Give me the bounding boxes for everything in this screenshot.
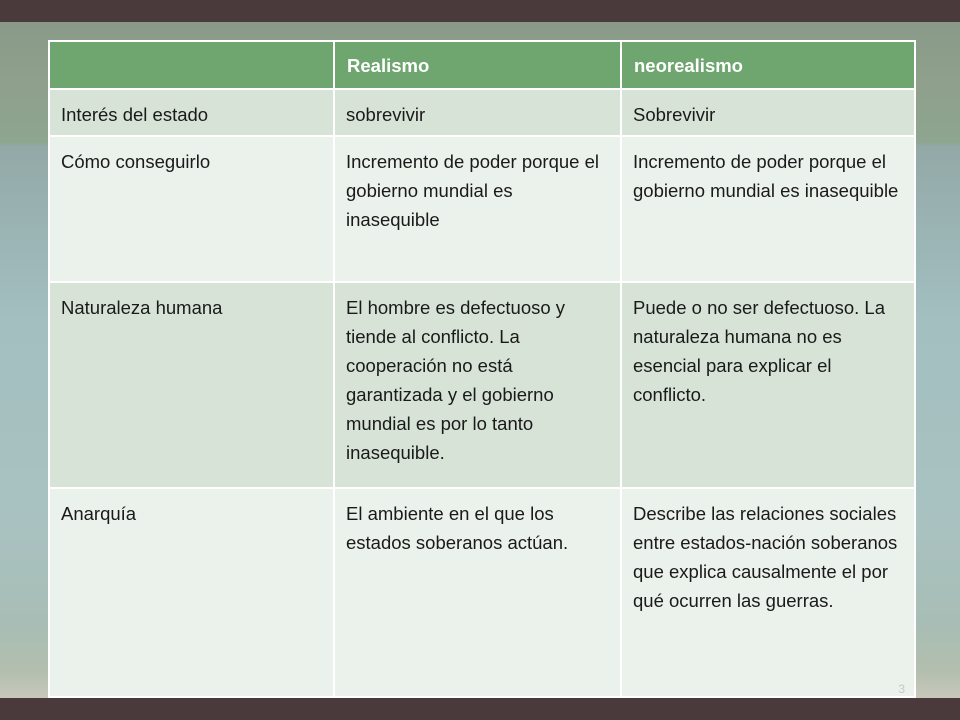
table-row — [49, 136, 915, 282]
slide-page-number: 3 — [898, 682, 905, 696]
table-cell: sobrevivir — [334, 89, 621, 136]
row-label-cell: Anarquía — [49, 488, 334, 697]
table-row — [49, 282, 915, 488]
bottom-frame-bar — [0, 698, 960, 720]
table-cell: El ambiente en el que los estados soberanos actúan. — [334, 488, 621, 697]
table-row — [49, 89, 915, 136]
table-header-row — [49, 41, 915, 89]
table-cell: El hombre es defectuoso y tiende al conflicto. La cooperación no está garantizada y el gobierno mundial es por lo tanto inasequible. — [334, 282, 621, 488]
table-cell: Incremento de poder porque el gobierno mundial es inasequible — [621, 136, 915, 282]
row-label-cell: Cómo conseguirlo — [49, 136, 334, 282]
comparison-table-container — [48, 40, 914, 698]
table-cell: Describe las relaciones sociales entre estados-nación soberanos que explica causalmente el por qué ocurren las guerras. — [621, 488, 915, 697]
comparison-table — [48, 40, 916, 698]
row-label-cell: Interés del estado — [49, 89, 334, 136]
table-row — [49, 488, 915, 697]
header-cell-neorealismo: neorealismo — [621, 41, 915, 89]
table-cell: Puede o no ser defectuoso. La naturaleza humana no es esencial para explicar el conflicto. — [621, 282, 915, 488]
header-cell-realismo: Realismo — [334, 41, 621, 89]
row-label-cell: Naturaleza humana — [49, 282, 334, 488]
top-frame-bar — [0, 0, 960, 22]
table-cell: Sobrevivir — [621, 89, 915, 136]
header-cell-empty — [49, 41, 334, 89]
table-cell: Incremento de poder porque el gobierno mundial es inasequible — [334, 136, 621, 282]
